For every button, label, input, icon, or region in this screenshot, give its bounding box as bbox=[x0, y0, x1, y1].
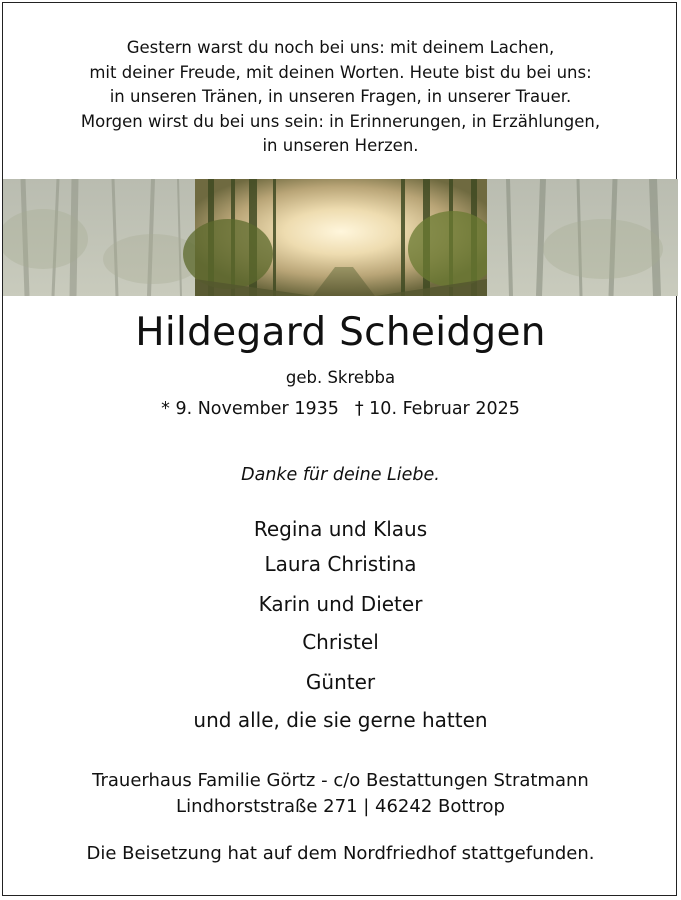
poem-line: mit deiner Freude, mit deinen Worten. Heute bist du bei uns: bbox=[89, 62, 592, 82]
life-dates bbox=[0, 399, 681, 419]
mourner-name: Laura Christina bbox=[264, 552, 417, 576]
death-date: † 10. Februar 2025 bbox=[354, 399, 520, 419]
birth-name: geb. Skrebba bbox=[285, 368, 396, 387]
burial-note: Die Beisetzung hat auf dem Nordfriedhof stattgefunden. bbox=[86, 843, 595, 864]
poem-line: in unseren Tränen, in unseren Fragen, in unserer Trauer. bbox=[109, 87, 572, 106]
address-line-1: Trauerhaus Familie Görtz - c/o Bestattungen Stratmann bbox=[92, 770, 589, 791]
poem bbox=[0, 36, 681, 159]
poem-line: Gestern warst du noch bei uns: mit deinem Lachen, bbox=[126, 38, 555, 57]
poem-line: Morgen wirst du bei uns sein: in Erinnerungen, in Erzählungen, bbox=[80, 111, 601, 131]
mourner-name: Regina und Klaus bbox=[253, 517, 428, 541]
mourner-name: Karin und Dieter bbox=[258, 592, 423, 616]
thanks-line: Danke für deine Liebe. bbox=[241, 465, 440, 485]
birth-date: * 9. November 1935 bbox=[161, 399, 339, 419]
deceased-name: Hildegard Scheidgen bbox=[135, 310, 546, 355]
mourner-name: und alle, die sie gerne hatten bbox=[193, 708, 488, 732]
address-line-2: Lindhorststraße 271 | 46242 Bottrop bbox=[176, 796, 505, 817]
mourner-name: Christel bbox=[302, 630, 379, 654]
mourner-name: Günter bbox=[305, 670, 376, 694]
poem-line: in unseren Herzen. bbox=[262, 136, 419, 155]
forest-banner-image bbox=[3, 179, 678, 296]
